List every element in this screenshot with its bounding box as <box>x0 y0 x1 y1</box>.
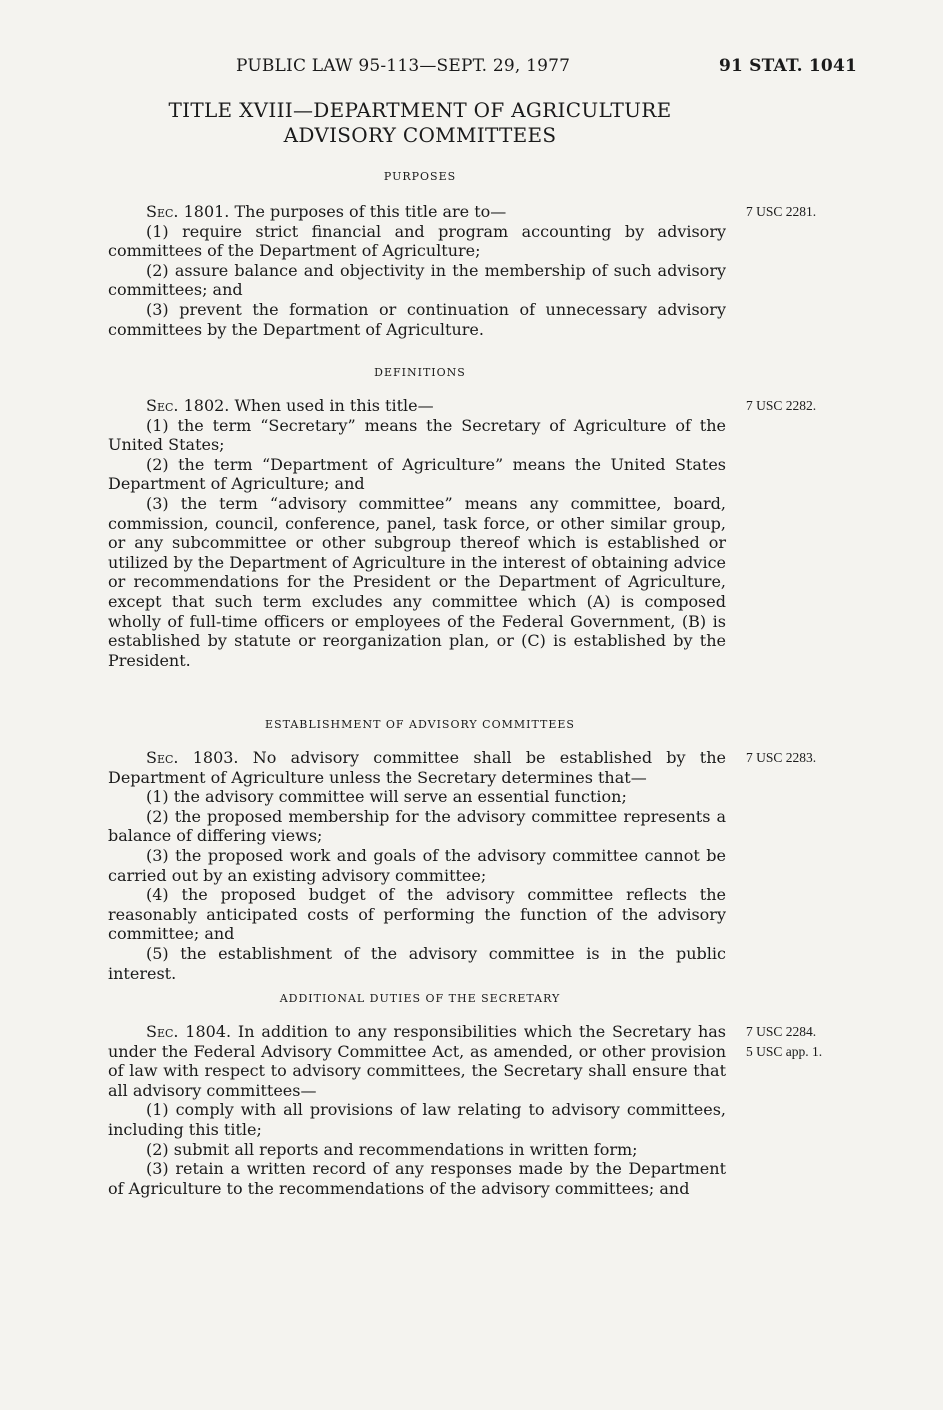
margin-note-1801: 7 USC 2281. <box>746 204 817 219</box>
title-line-1: TITLE XVIII—DEPARTMENT OF AGRICULTURE <box>168 98 672 122</box>
margin-note-1804-b: 5 USC app. 1. <box>746 1044 823 1059</box>
margin-note-1802: 7 USC 2282. <box>746 398 817 413</box>
lead-text: 1802. When used in this title— <box>178 396 434 415</box>
sec-label: Sec. <box>146 202 179 221</box>
section-1803-item-1: (1) the advisory committee will serve an essential function; <box>146 787 627 807</box>
section-1803 <box>108 748 726 983</box>
section-1801-item-1: (1) require strict financial and program accounting by advisory committees of the Department of Agriculture; <box>108 221 726 261</box>
section-1804-item-3: (3) retain a written record of any responses made by the Department of Agriculture to the recommendations of the advisory committees; and <box>108 1159 726 1198</box>
section-1804-lead <box>108 1022 726 1100</box>
lead-text: 1801. The purposes of this title are to— <box>178 202 507 221</box>
section-1803-item-5: (5) the establishment of the advisory committee is in the public interest. <box>108 943 726 983</box>
heading-purposes: PURPOSES <box>383 170 457 183</box>
section-1802-item-3: (3) the term “advisory committee” means any committee, board, commission, council, conference, panel, task force, or other similar group, or any subcommittee or other subgroup thereof which is established or utilized by the Department of Agriculture in the interest of obtaining advice or recommendations for the President or the Department of Agriculture, except that such term excludes any committee which (A) is composed wholly of full-time officers or employees of the Federal Government, (B) is established by statute or reorganization plan, or (C) is established by the President. <box>108 493 726 670</box>
section-1801-item-3: (3) prevent the formation or continuation of unnecessary advisory committees by the Department of Agriculture. <box>108 299 726 339</box>
section-1803-lead <box>108 748 726 787</box>
section-1801-item-2: (2) assure balance and objectivity in the membership of such advisory committees; and <box>108 260 726 300</box>
margin-note-1804-a: 7 USC 2284. <box>746 1024 817 1039</box>
section-1804 <box>108 1022 726 1198</box>
running-head-law: PUBLIC LAW 95-113—SEPT. 29, 1977 <box>236 56 571 76</box>
section-1801-lead <box>108 202 726 222</box>
title-heading <box>110 98 730 148</box>
section-1803-item-4: (4) the proposed budget of the advisory committee reflects the reasonably anticipated costs of performing the function of the advisory committee; and <box>108 885 726 944</box>
section-1803-item-3: (3) the proposed work and goals of the advisory committee cannot be carried out by an existing advisory committee; <box>108 845 726 885</box>
section-1804-item-1: (1) comply with all provisions of law relating to advisory committees, including this title; <box>108 1100 726 1139</box>
heading-additional-duties: ADDITIONAL DUTIES OF THE SECRETARY <box>279 992 561 1005</box>
sec-label: Sec. <box>146 396 179 415</box>
section-1803-item-2: (2) the proposed membership for the advisory committee represents a balance of differing views; <box>108 806 726 846</box>
lead-text: 1803. No advisory committee shall be established by the Department of Agriculture unless the Secretary determines that— <box>108 748 726 787</box>
title-line-2: ADVISORY COMMITTEES <box>283 123 557 147</box>
section-1802-item-2: (2) the term “Department of Agriculture” means the United States Department of Agriculture; and <box>108 454 726 494</box>
heading-definitions: DEFINITIONS <box>374 366 466 379</box>
section-1802-lead <box>108 396 726 416</box>
section-1804-item-2: (2) submit all reports and recommendations in written form; <box>146 1139 638 1159</box>
section-1801 <box>108 202 726 339</box>
margin-note-1803: 7 USC 2283. <box>746 750 817 765</box>
sec-label: Sec. <box>146 748 179 767</box>
heading-establishment: ESTABLISHMENT OF ADVISORY COMMITTEES <box>265 718 575 731</box>
section-1802-item-1: (1) the term “Secretary” means the Secretary of Agriculture of the United States; <box>108 415 726 455</box>
section-1802 <box>108 396 726 670</box>
running-head-stat: 91 STAT. 1041 <box>718 56 857 76</box>
sec-label: Sec. <box>146 1022 179 1041</box>
lead-text: 1804. In addition to any responsibilities which the Secretary has under the Federal Advisory Committee Act, as amended, or other provision of law with respect to advisory committees, the Secretary shall ensure that all advisory committees— <box>108 1022 726 1100</box>
